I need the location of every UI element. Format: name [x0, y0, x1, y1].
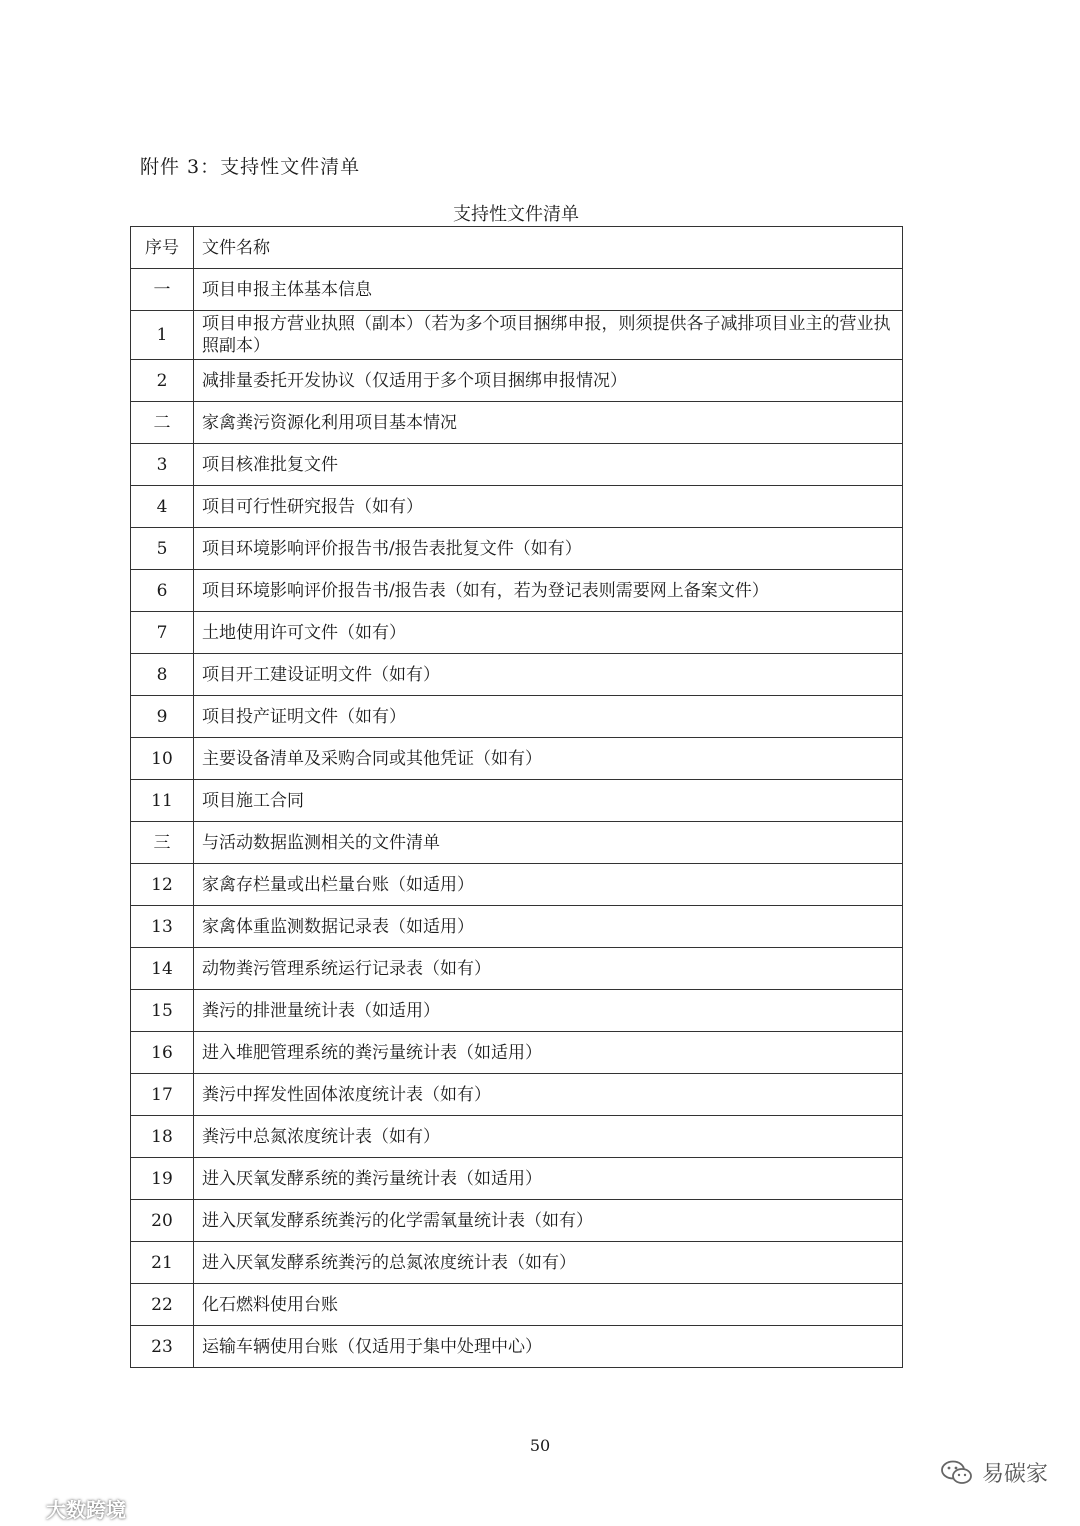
- table-row: [131, 269, 903, 311]
- table-row: [131, 486, 903, 528]
- table-row: [131, 864, 903, 906]
- row-document-name: 土地使用许可文件（如有）: [194, 612, 903, 654]
- row-document-name: 粪污中挥发性固体浓度统计表（如有）: [194, 1074, 903, 1116]
- row-number: 二: [131, 402, 194, 444]
- table-row: [131, 311, 903, 360]
- row-document-name: 粪污的排泄量统计表（如适用）: [194, 990, 903, 1032]
- watermark-right-text: 易碳家: [981, 1462, 1048, 1487]
- row-document-name: 项目申报主体基本信息: [194, 269, 903, 311]
- row-document-name: 家禽存栏量或出栏量台账（如适用）: [194, 864, 903, 906]
- row-document-name: 粪污中总氮浓度统计表（如有）: [194, 1116, 903, 1158]
- column-header-name: 文件名称: [194, 227, 903, 269]
- table-row: [131, 738, 903, 780]
- row-number: 2: [131, 360, 194, 402]
- watermark-left: [12, 1494, 126, 1523]
- table-row: [131, 948, 903, 990]
- table-row: [131, 528, 903, 570]
- table-row: [131, 696, 903, 738]
- row-document-name: 化石燃料使用台账: [194, 1284, 903, 1326]
- row-document-name: 动物粪污管理系统运行记录表（如有）: [194, 948, 903, 990]
- row-number: 9: [131, 696, 194, 738]
- table-row: [131, 780, 903, 822]
- row-document-name: 运输车辆使用台账（仅适用于集中处理中心）: [194, 1326, 903, 1368]
- row-document-name: 项目可行性研究报告（如有）: [194, 486, 903, 528]
- table-row: [131, 570, 903, 612]
- wechat-logo-icon: [940, 1459, 974, 1487]
- supporting-documents-table: [130, 226, 903, 1368]
- attachment-heading: 附件 3：支持性文件清单: [140, 156, 361, 178]
- row-document-name: 进入厌氧发酵系统的粪污量统计表（如适用）: [194, 1158, 903, 1200]
- table-row: [131, 822, 903, 864]
- column-header-number: 序号: [131, 227, 194, 269]
- row-document-name: 家禽体重监测数据记录表（如适用）: [194, 906, 903, 948]
- row-document-name: 项目开工建设证明文件（如有）: [194, 654, 903, 696]
- table-row: [131, 1242, 903, 1284]
- row-number: 17: [131, 1074, 194, 1116]
- table-row: [131, 1074, 903, 1116]
- row-number: 22: [131, 1284, 194, 1326]
- row-number: 18: [131, 1116, 194, 1158]
- row-document-name: 项目环境影响评价报告书/报告表（如有，若为登记表则需要网上备案文件）: [194, 570, 903, 612]
- row-document-name: 减排量委托开发协议（仅适用于多个项目捆绑申报情况）: [194, 360, 903, 402]
- row-document-name: 进入厌氧发酵系统粪污的总氮浓度统计表（如有）: [194, 1242, 903, 1284]
- row-number: 4: [131, 486, 194, 528]
- page-number: 50: [529, 1436, 551, 1455]
- row-number: 15: [131, 990, 194, 1032]
- table-row: [131, 1326, 903, 1368]
- row-number: 21: [131, 1242, 194, 1284]
- table-row: [131, 402, 903, 444]
- row-number: 8: [131, 654, 194, 696]
- table-row: [131, 654, 903, 696]
- row-number: 7: [131, 612, 194, 654]
- table-row: [131, 906, 903, 948]
- row-document-name: 项目核准批复文件: [194, 444, 903, 486]
- row-number: 三: [131, 822, 194, 864]
- table-caption: 支持性文件清单: [453, 204, 579, 225]
- table-header-row: [131, 227, 903, 269]
- row-number: 1: [131, 311, 194, 360]
- row-number: 14: [131, 948, 194, 990]
- row-number: 12: [131, 864, 194, 906]
- table-body: [131, 269, 903, 1368]
- table-row: [131, 1116, 903, 1158]
- table-row: [131, 1032, 903, 1074]
- row-number: 19: [131, 1158, 194, 1200]
- row-document-name: 项目申报方营业执照（副本）（若为多个项目捆绑申报，则须提供各子减排项目业主的营业执照副本）: [194, 311, 903, 360]
- row-number: 3: [131, 444, 194, 486]
- table-row: [131, 444, 903, 486]
- row-number: 一: [131, 269, 194, 311]
- table-row: [131, 360, 903, 402]
- row-document-name: 进入堆肥管理系统的粪污量统计表（如适用）: [194, 1032, 903, 1074]
- row-number: 23: [131, 1326, 194, 1368]
- table-row: [131, 612, 903, 654]
- row-document-name: 主要设备清单及采购合同或其他凭证（如有）: [194, 738, 903, 780]
- watermark-right: [940, 1457, 1048, 1488]
- row-number: 10: [131, 738, 194, 780]
- row-number: 5: [131, 528, 194, 570]
- table-row: [131, 1284, 903, 1326]
- row-number: 6: [131, 570, 194, 612]
- row-number: 13: [131, 906, 194, 948]
- table-row: [131, 1200, 903, 1242]
- row-document-name: 项目投产证明文件（如有）: [194, 696, 903, 738]
- watermark-left-text: 大数跨境: [46, 1498, 126, 1522]
- row-number: 16: [131, 1032, 194, 1074]
- row-document-name: 家禽粪污资源化利用项目基本情况: [194, 402, 903, 444]
- row-document-name: 项目环境影响评价报告书/报告表批复文件（如有）: [194, 528, 903, 570]
- table-row: [131, 1158, 903, 1200]
- table-row: [131, 990, 903, 1032]
- chat-bubble-logo-icon: [12, 1497, 42, 1521]
- row-document-name: 与活动数据监测相关的文件清单: [194, 822, 903, 864]
- row-document-name: 进入厌氧发酵系统粪污的化学需氧量统计表（如有）: [194, 1200, 903, 1242]
- row-document-name: 项目施工合同: [194, 780, 903, 822]
- row-number: 11: [131, 780, 194, 822]
- row-number: 20: [131, 1200, 194, 1242]
